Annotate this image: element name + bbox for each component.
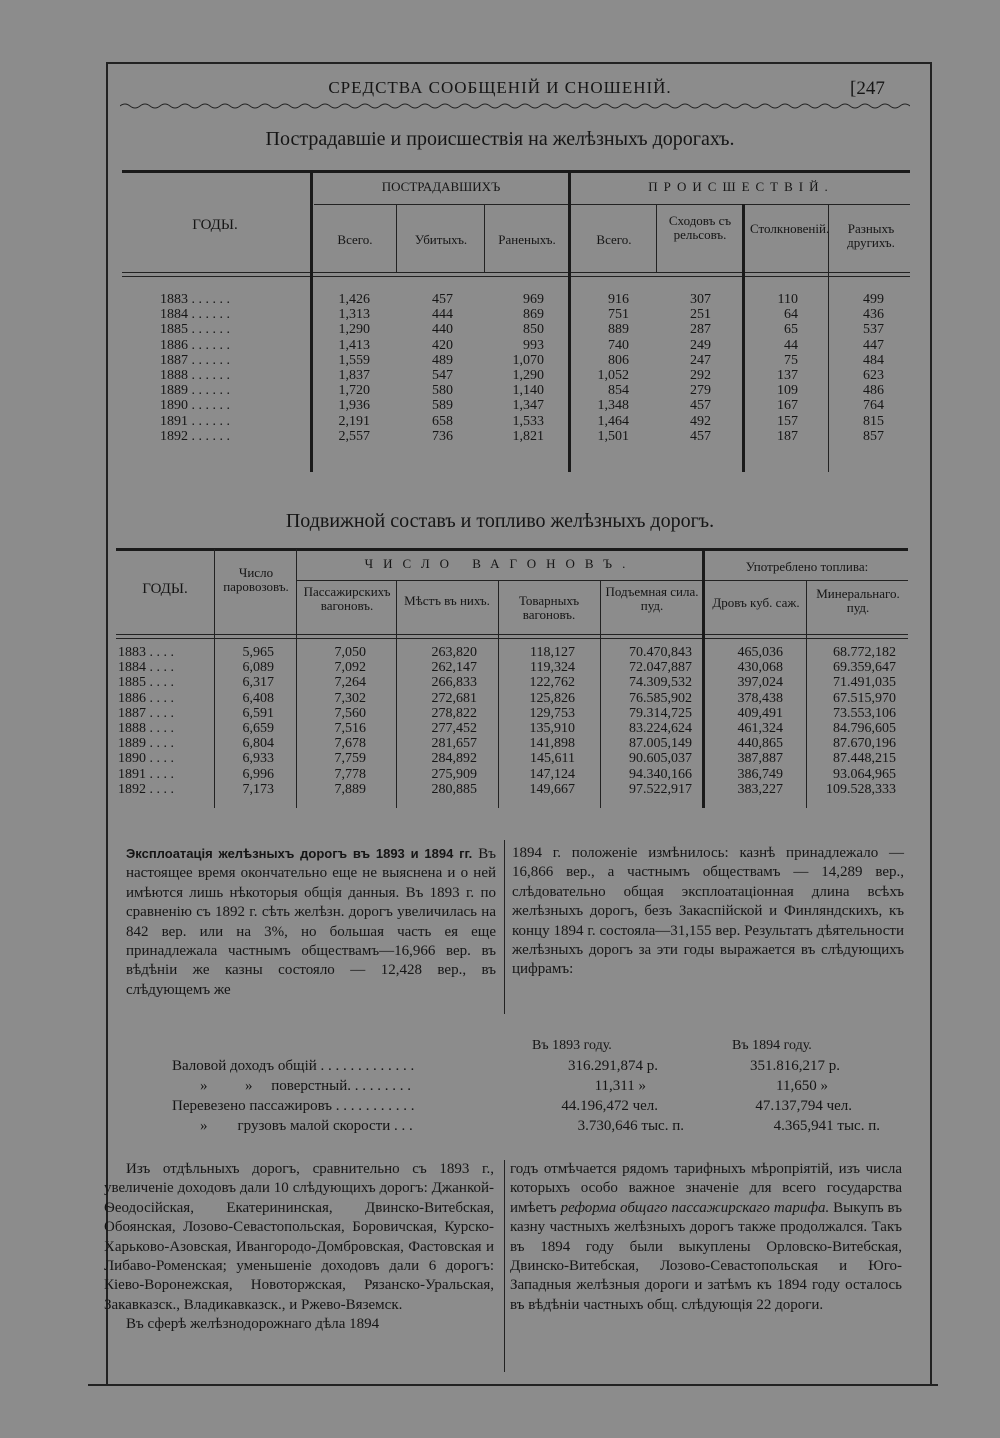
- table1-col-derailments: Сходовъ съ рельсовъ.: [668, 213, 732, 242]
- table2-capacity-cell: 70.470,843: [629, 645, 692, 660]
- table2-title: Подвижной составъ и топливо желѣзныхъ дорогъ.: [285, 510, 715, 532]
- table2-wood-cell: 386,749: [737, 766, 783, 782]
- table2-col-capacity: Подъемная сила. пуд.: [605, 584, 699, 613]
- table2-freight-wagons: [502, 645, 575, 797]
- table1-years-cell: 1892 . . . . . .: [160, 428, 230, 444]
- table2-capacity-cell: 72.047,887: [629, 660, 692, 676]
- table2-mineral-cell: 69.359,647: [833, 660, 896, 676]
- table2-years-cell: 1885 . . . .: [118, 675, 174, 691]
- table1-killed-cell: 547: [432, 368, 453, 384]
- table1-derailments-cell: 457: [690, 428, 711, 444]
- table2-freight-wagons-cell: 122,762: [529, 675, 575, 691]
- table2-locomotives: [218, 645, 274, 797]
- summary-1894: 351.816,217 р.: [750, 1058, 840, 1074]
- table1-collisions-cell: 167: [777, 398, 798, 414]
- table2-wood-cell: 430,068: [737, 660, 783, 676]
- table1-killed: [400, 292, 453, 444]
- table2-locomotives-cell: 6,408: [242, 690, 274, 706]
- table1-total-victims-cell: 1,290: [338, 322, 370, 338]
- table2-seats: [400, 645, 477, 797]
- table1-col-killed: Убитыхъ.: [414, 232, 468, 247]
- table2-capacity-cell: 79.314,725: [629, 705, 692, 721]
- table2-years-cell: 1890 . . . .: [118, 751, 174, 767]
- table1-wounded: [488, 292, 544, 444]
- table2-capacity-cell: 83.224,624: [629, 721, 692, 737]
- summary-1893: 316.291,874 р.: [568, 1058, 658, 1074]
- table2-freight-wagons-cell: 119,324: [530, 660, 575, 676]
- bottom-rule: [88, 1384, 938, 1386]
- table1-years-cell: 1887 . . . . . .: [160, 352, 230, 368]
- table1-derailments-cell: 251: [690, 307, 711, 323]
- table2-years-cell: 1892 . . . .: [118, 781, 174, 797]
- table2-seats-cell: 263,820: [431, 645, 477, 660]
- table2-locomotives-cell: 6,089: [242, 660, 274, 676]
- table1-total-incidents-cell: 1,464: [597, 413, 629, 429]
- table1-years: [160, 292, 305, 444]
- table2-mineral-cell: 68.772,182: [833, 645, 896, 660]
- table2-passenger-wagons-cell: 7,264: [334, 675, 366, 691]
- text-col2-para2: [510, 1160, 902, 1315]
- para2-left-text: Изъ отдѣльныхъ дорогъ, сравнительно съ 1893 г., увеличеніе доходовъ дали 10 слѣдующихъ дорогъ: Джанкой-Ѳеодосійская, Екатерининская, Двинско-Витебская, Обоянская, Лозово-Севастопольская, Боровичская, Курско-Харьково-Азовская, Ивангородо-Домбровская, Фастовская и Либаво-Роменская; уменьшеніе доходовъ дали 6 дорогъ: Кіево-Воронежская, Новоторжская, Рязанско-Уральская, Закавказск., Владикавказск., и Ржево-Вяземск.: [104, 1161, 494, 1313]
- table1-total-victims-cell: 1,837: [338, 368, 370, 384]
- table2-mineral-cell: 87.448,215: [833, 751, 896, 767]
- table1-total-victims-cell: 2,191: [338, 413, 370, 429]
- table2-wood: [706, 645, 783, 797]
- table1-derailments-cell: 492: [690, 413, 711, 429]
- table2-capacity-cell: 90.605,037: [629, 751, 692, 767]
- table2-passenger-wagons-cell: 7,516: [334, 721, 366, 737]
- summary-label: Перевезено пассажировъ . . . . . . . . . . .: [172, 1098, 415, 1114]
- table1-other-cell: 447: [863, 337, 884, 353]
- table2-seats-cell: 266,833: [431, 675, 477, 691]
- table2-passenger-wagons-cell: 7,302: [334, 690, 366, 706]
- table2-wood-cell: 409,491: [737, 705, 783, 721]
- table1-total-victims-cell: 1,720: [338, 383, 370, 399]
- table2-wood-cell: 465,036: [737, 645, 783, 660]
- text-col1-para2: [104, 1160, 494, 1335]
- table1-collisions-cell: 110: [777, 292, 798, 307]
- table2-seats-cell: 277,452: [431, 721, 477, 737]
- table1-derailments-cell: 279: [690, 383, 711, 399]
- table2-locomotives-cell: 6,933: [242, 751, 274, 767]
- table1-group-victims: ПОСТРАДАВШИХЪ: [381, 179, 501, 194]
- table1-collisions-cell: 64: [784, 307, 798, 323]
- table2-passenger-wagons-cell: 7,759: [334, 751, 366, 767]
- table2-wood-cell: 461,324: [737, 721, 783, 737]
- table1-killed-cell: 736: [432, 428, 453, 444]
- table2-passenger-wagons-cell: 7,778: [334, 766, 366, 782]
- table1-derailments-cell: 307: [690, 292, 711, 307]
- summary-1893: 3.730,646 тыс. п.: [577, 1118, 684, 1134]
- table1-wounded-cell: 1,140: [512, 383, 544, 399]
- summary-head-1894: Въ 1894 году.: [732, 1038, 812, 1053]
- section-heading: Эксплоатація желѣзныхъ дорогъ въ 1893 и 1894 гг.: [126, 846, 473, 861]
- table2-capacity-cell: 94.340,166: [629, 766, 692, 782]
- table2-locomotives-cell: 6,659: [242, 721, 274, 737]
- summary-1894: 4.365,941 тыс. п.: [773, 1118, 880, 1134]
- table1-collisions-cell: 44: [784, 337, 798, 353]
- text-col1-para1: [126, 844, 496, 1000]
- table1-wounded-cell: 969: [523, 292, 544, 307]
- table2-col-seats: Мѣстъ въ нихъ.: [404, 593, 490, 608]
- table1-total-incidents-cell: 806: [608, 352, 629, 368]
- table2-mineral: [808, 645, 896, 797]
- table1-derailments-cell: 457: [690, 398, 711, 414]
- table2-passenger-wagons-cell: 7,560: [334, 705, 366, 721]
- table2-capacity-cell: 74.309,532: [629, 675, 692, 691]
- table2-passenger-wagons-cell: 7,092: [334, 660, 366, 676]
- table2-years-cell: 1888 . . . .: [118, 721, 174, 737]
- table2-col-wood: Дровъ куб. саж.: [712, 595, 800, 610]
- table1-col-total-victims: Всего.: [337, 232, 373, 247]
- wavy-divider: [120, 102, 910, 110]
- table2-wood-cell: 440,865: [737, 736, 783, 752]
- table1-total-incidents-cell: 1,052: [597, 368, 629, 384]
- table2-freight-wagons-cell: 118,127: [530, 645, 575, 660]
- para2-right-text-b: Выкупъ въ казну частныхъ желѣзныхъ дорогъ также продолжался. Такъ въ 1894 году были выкуплены Орловско-Витебская, Двинско-Витебская, Лозово-Севастопольская и Юго-Западныя желѣзныя дороги и затѣмъ къ 1894 году осталось въ вѣдѣніи частныхъ общ. слѣдующія 22 дороги.: [510, 1199, 902, 1313]
- table1-wounded-cell: 1,290: [512, 368, 544, 384]
- table2-wood-cell: 387,887: [737, 751, 783, 767]
- table2-year-header: ГОДЫ.: [142, 581, 188, 597]
- table2-mineral-cell: 84.796,605: [833, 721, 896, 737]
- table2-passenger-wagons-cell: 7,889: [334, 781, 366, 797]
- table1-wounded-cell: 850: [523, 322, 544, 338]
- table1-wounded-cell: 869: [523, 307, 544, 323]
- summary-head-1893: Въ 1893 году.: [532, 1038, 612, 1053]
- table2-seats-cell: 280,885: [431, 781, 477, 797]
- table1-collisions-cell: 75: [784, 352, 798, 368]
- summary-1893: 11,311 »: [594, 1078, 646, 1094]
- table1-killed-cell: 440: [432, 322, 453, 338]
- table2-freight-wagons-cell: 147,124: [529, 766, 575, 782]
- table1-total-incidents-cell: 740: [608, 337, 629, 353]
- table1-killed-cell: 444: [432, 307, 453, 323]
- table1-wounded-cell: 1,821: [512, 428, 544, 444]
- table2-years-cell: 1891 . . . .: [118, 766, 174, 782]
- table1-years-cell: 1885 . . . . . .: [160, 322, 230, 338]
- table2-mineral-cell: 73.553,106: [833, 705, 896, 721]
- table1-years-cell: 1886 . . . . . .: [160, 337, 230, 353]
- page-number: [247: [850, 78, 885, 99]
- table1-other-cell: 815: [863, 413, 884, 429]
- summary-1893: 44.196,472 чел.: [561, 1098, 658, 1114]
- table2-mineral-cell: 109.528,333: [826, 781, 896, 797]
- table1-other-cell: 436: [863, 307, 884, 323]
- table1-years-cell: 1888 . . . . . .: [160, 368, 230, 384]
- summary-label: » » поверстный. . . . . . . . .: [200, 1078, 412, 1094]
- table2-col-mineral: Минеральнаго. пуд.: [816, 586, 900, 615]
- table1-title: Пострадавшіе и происшествія на желѣзныхъ дорогахъ.: [265, 128, 735, 150]
- table1-collisions-cell: 109: [777, 383, 798, 399]
- summary-label: » грузовъ малой скорости . . .: [200, 1118, 413, 1134]
- table1-years-cell: 1889 . . . . . .: [160, 383, 230, 399]
- table1-total-victims-cell: 1,426: [338, 292, 370, 307]
- table2-col-passenger: Пассажирскихъ вагоновъ.: [303, 584, 391, 613]
- table1-years-cell: 1890 . . . . . .: [160, 398, 230, 414]
- table1-derailments: [660, 292, 711, 444]
- table1-wounded-cell: 1,347: [512, 398, 544, 414]
- table1-total-victims-cell: 1,559: [338, 352, 370, 368]
- table1-col-total-incidents: Всего.: [596, 232, 632, 247]
- table2-locomotives-cell: 6,804: [242, 736, 274, 752]
- table1-derailments-cell: 247: [690, 352, 711, 368]
- table1-years-cell: 1891 . . . . . .: [160, 413, 230, 429]
- table1-other-cell: 537: [863, 322, 884, 338]
- table1-collisions-cell: 157: [777, 413, 798, 429]
- table1-collisions-cell: 65: [784, 322, 798, 338]
- table1-total-incidents-cell: 889: [608, 322, 629, 338]
- table2-years-cell: 1887 . . . .: [118, 705, 174, 721]
- table1-derailments-cell: 249: [690, 337, 711, 353]
- summary-1894: 11,650 »: [776, 1078, 828, 1094]
- table2-wood-cell: 397,024: [737, 675, 783, 691]
- table2-capacity: [604, 645, 692, 797]
- table1-wounded-cell: 993: [523, 337, 544, 353]
- table1-total-incidents-cell: 916: [608, 292, 629, 307]
- table1-col-wounded: Раненыхъ.: [498, 232, 556, 247]
- table1-years-cell: 1884 . . . . . .: [160, 307, 230, 323]
- table2-mineral-cell: 93.064,965: [833, 766, 896, 782]
- table2-capacity-cell: 76.585,902: [629, 690, 692, 706]
- table1-group-incidents: ПРОИСШЕСТВІЙ.: [648, 179, 834, 194]
- table2-seats-cell: 281,657: [431, 736, 477, 752]
- table1-other-cell: 499: [863, 292, 884, 307]
- table1-total-victims-cell: 1,413: [338, 337, 370, 353]
- table1-wounded-cell: 1,533: [512, 413, 544, 429]
- table2-col-locomotives: Число паровозовъ.: [223, 565, 289, 594]
- table2-years-cell: 1889 . . . .: [118, 736, 174, 752]
- table1-total-victims: [316, 292, 370, 444]
- table2-seats-cell: 284,892: [431, 751, 477, 767]
- table1-killed-cell: 589: [432, 398, 453, 414]
- table1-total-incidents: [574, 292, 629, 444]
- table1-col-collisions: Столкновеній.: [750, 221, 830, 236]
- table2-seats-cell: 262,147: [431, 660, 477, 676]
- para2-left-tail: Въ сферѣ желѣзнодорожнаго дѣла 1894: [126, 1316, 380, 1333]
- table1-total-victims-cell: 2,557: [338, 428, 370, 444]
- table1-other-cell: 623: [863, 368, 884, 384]
- table2-mineral-cell: 87.670,196: [833, 736, 896, 752]
- table1-killed-cell: 457: [432, 292, 453, 307]
- table2-group-wagons: ЧИСЛО ВАГОНОВЪ.: [364, 556, 636, 571]
- table2-seats-cell: 272,681: [431, 690, 477, 706]
- para2-right-text-a: годъ отмѣчается рядомъ тарифныхъ мѣропріятій, изъ числа которыхъ особо важное значеніе для всего государства имѣетъ: [510, 1161, 902, 1216]
- table1-killed-cell: 658: [432, 413, 453, 429]
- table2-wood-cell: 378,438: [737, 690, 783, 706]
- table1-derailments-cell: 287: [690, 322, 711, 338]
- table2-passenger-wagons-cell: 7,678: [334, 736, 366, 752]
- table2-passenger-wagons: [300, 645, 366, 797]
- table2-years-cell: 1883 . . . .: [118, 645, 174, 660]
- table2-freight-wagons-cell: 141,898: [529, 736, 575, 752]
- table1-killed-cell: 489: [432, 352, 453, 368]
- table2-locomotives-cell: 6,591: [242, 705, 274, 721]
- table2-mineral-cell: 71.491,035: [833, 675, 896, 691]
- table1-derailments-cell: 292: [690, 368, 711, 384]
- table2-wood-cell: 383,227: [737, 781, 783, 797]
- table2-col-freight: Товарныхъ вагоновъ.: [518, 593, 580, 622]
- table1-total-incidents-cell: 1,348: [597, 398, 629, 414]
- table1-year-header: ГОДЫ.: [192, 217, 238, 233]
- table2-capacity-cell: 97.522,917: [629, 781, 692, 797]
- column-divider-2: [504, 1160, 505, 1372]
- para1-left-text: Въ настоящее время окончательно еще не выяснена и о ней имѣются лишь нѣкоторыя общія данныя. Въ 1893 г. по сравненію съ 1892 г. сѣть желѣзн. дорогъ увеличилась на 842 вер. или на 3%, но большая часть ея еще принадлежала частнымъ обществамъ—16,966 вер. въ вѣдѣніи же казны состояло — 12,428 вер., въ слѣдующемъ же: [126, 846, 496, 998]
- table2-locomotives-cell: 5,965: [242, 645, 274, 660]
- table1-wounded-cell: 1,070: [512, 352, 544, 368]
- table2-seats-cell: 275,909: [431, 766, 477, 782]
- table2-passenger-wagons-cell: 7,050: [334, 645, 366, 660]
- table1-killed-cell: 580: [432, 383, 453, 399]
- para2-right-italic: реформа общаго пассажирскаго тарифа.: [560, 1199, 830, 1216]
- table2-freight-wagons-cell: 149,667: [529, 781, 575, 797]
- table1-total-victims-cell: 1,936: [338, 398, 370, 414]
- table1-years-cell: 1883 . . . . . .: [160, 292, 230, 307]
- table2-group-fuel: Употреблено топлива:: [745, 559, 869, 574]
- table1-col-other: Разныхъ другихъ.: [847, 221, 895, 250]
- table1-other-cell: 764: [863, 398, 884, 414]
- table1-total-incidents-cell: 751: [608, 307, 629, 323]
- table1-other-cell: 857: [863, 428, 884, 444]
- table2-years-cell: 1886 . . . .: [118, 690, 174, 706]
- table2-freight-wagons-cell: 129,753: [529, 705, 575, 721]
- summary-1894: 47.137,794 чел.: [755, 1098, 852, 1114]
- table2-locomotives-cell: 6,996: [242, 766, 274, 782]
- table2-freight-wagons-cell: 145,611: [530, 751, 575, 767]
- table2-seats-cell: 278,822: [431, 705, 477, 721]
- table1-killed-cell: 420: [432, 337, 453, 353]
- table2-locomotives-cell: 7,173: [242, 781, 274, 797]
- table2-capacity-cell: 87.005,149: [629, 736, 692, 752]
- column-divider-1: [504, 840, 505, 1014]
- table2-years-cell: 1884 . . . .: [118, 660, 174, 676]
- para1-right-text: 1894 г. положеніе измѣнилось: казнѣ принадлежало — 16,866 вер., а частнымъ обществамъ — 14,289 вер., слѣдовательно общая эксплоатаціонная длина всѣхъ желѣзныхъ дорогъ, безъ Закаспійской и Финляндскихъ, къ концу 1894 г. состояла—31,155 вер. Результатъ дѣятельности желѣзныхъ дорогъ за эти годы выражается въ слѣдующихъ цифрамъ:: [512, 845, 904, 978]
- table1-total-incidents-cell: 1,501: [597, 428, 629, 444]
- table1-collisions: [746, 292, 798, 444]
- table2-locomotives-cell: 6,317: [242, 675, 274, 691]
- table1-total-incidents-cell: 854: [608, 383, 629, 399]
- table1-collisions-cell: 137: [777, 368, 798, 384]
- table1-other-cell: 484: [863, 352, 884, 368]
- text-col2-para1: [512, 844, 904, 980]
- summary-label: Валовой доходъ общій . . . . . . . . . . . . .: [172, 1058, 415, 1074]
- table1-other-cell: 486: [863, 383, 884, 399]
- table2-freight-wagons-cell: 125,826: [529, 690, 575, 706]
- table1-collisions-cell: 187: [777, 428, 798, 444]
- table2-years: [118, 645, 213, 797]
- table1-total-victims-cell: 1,313: [338, 307, 370, 323]
- table1-other: [832, 292, 884, 444]
- running-head: СРЕДСТВА СООБЩЕНІЙ И СНОШЕНІЙ.: [328, 78, 672, 97]
- table2-freight-wagons-cell: 135,910: [529, 721, 575, 737]
- table2-mineral-cell: 67.515,970: [833, 690, 896, 706]
